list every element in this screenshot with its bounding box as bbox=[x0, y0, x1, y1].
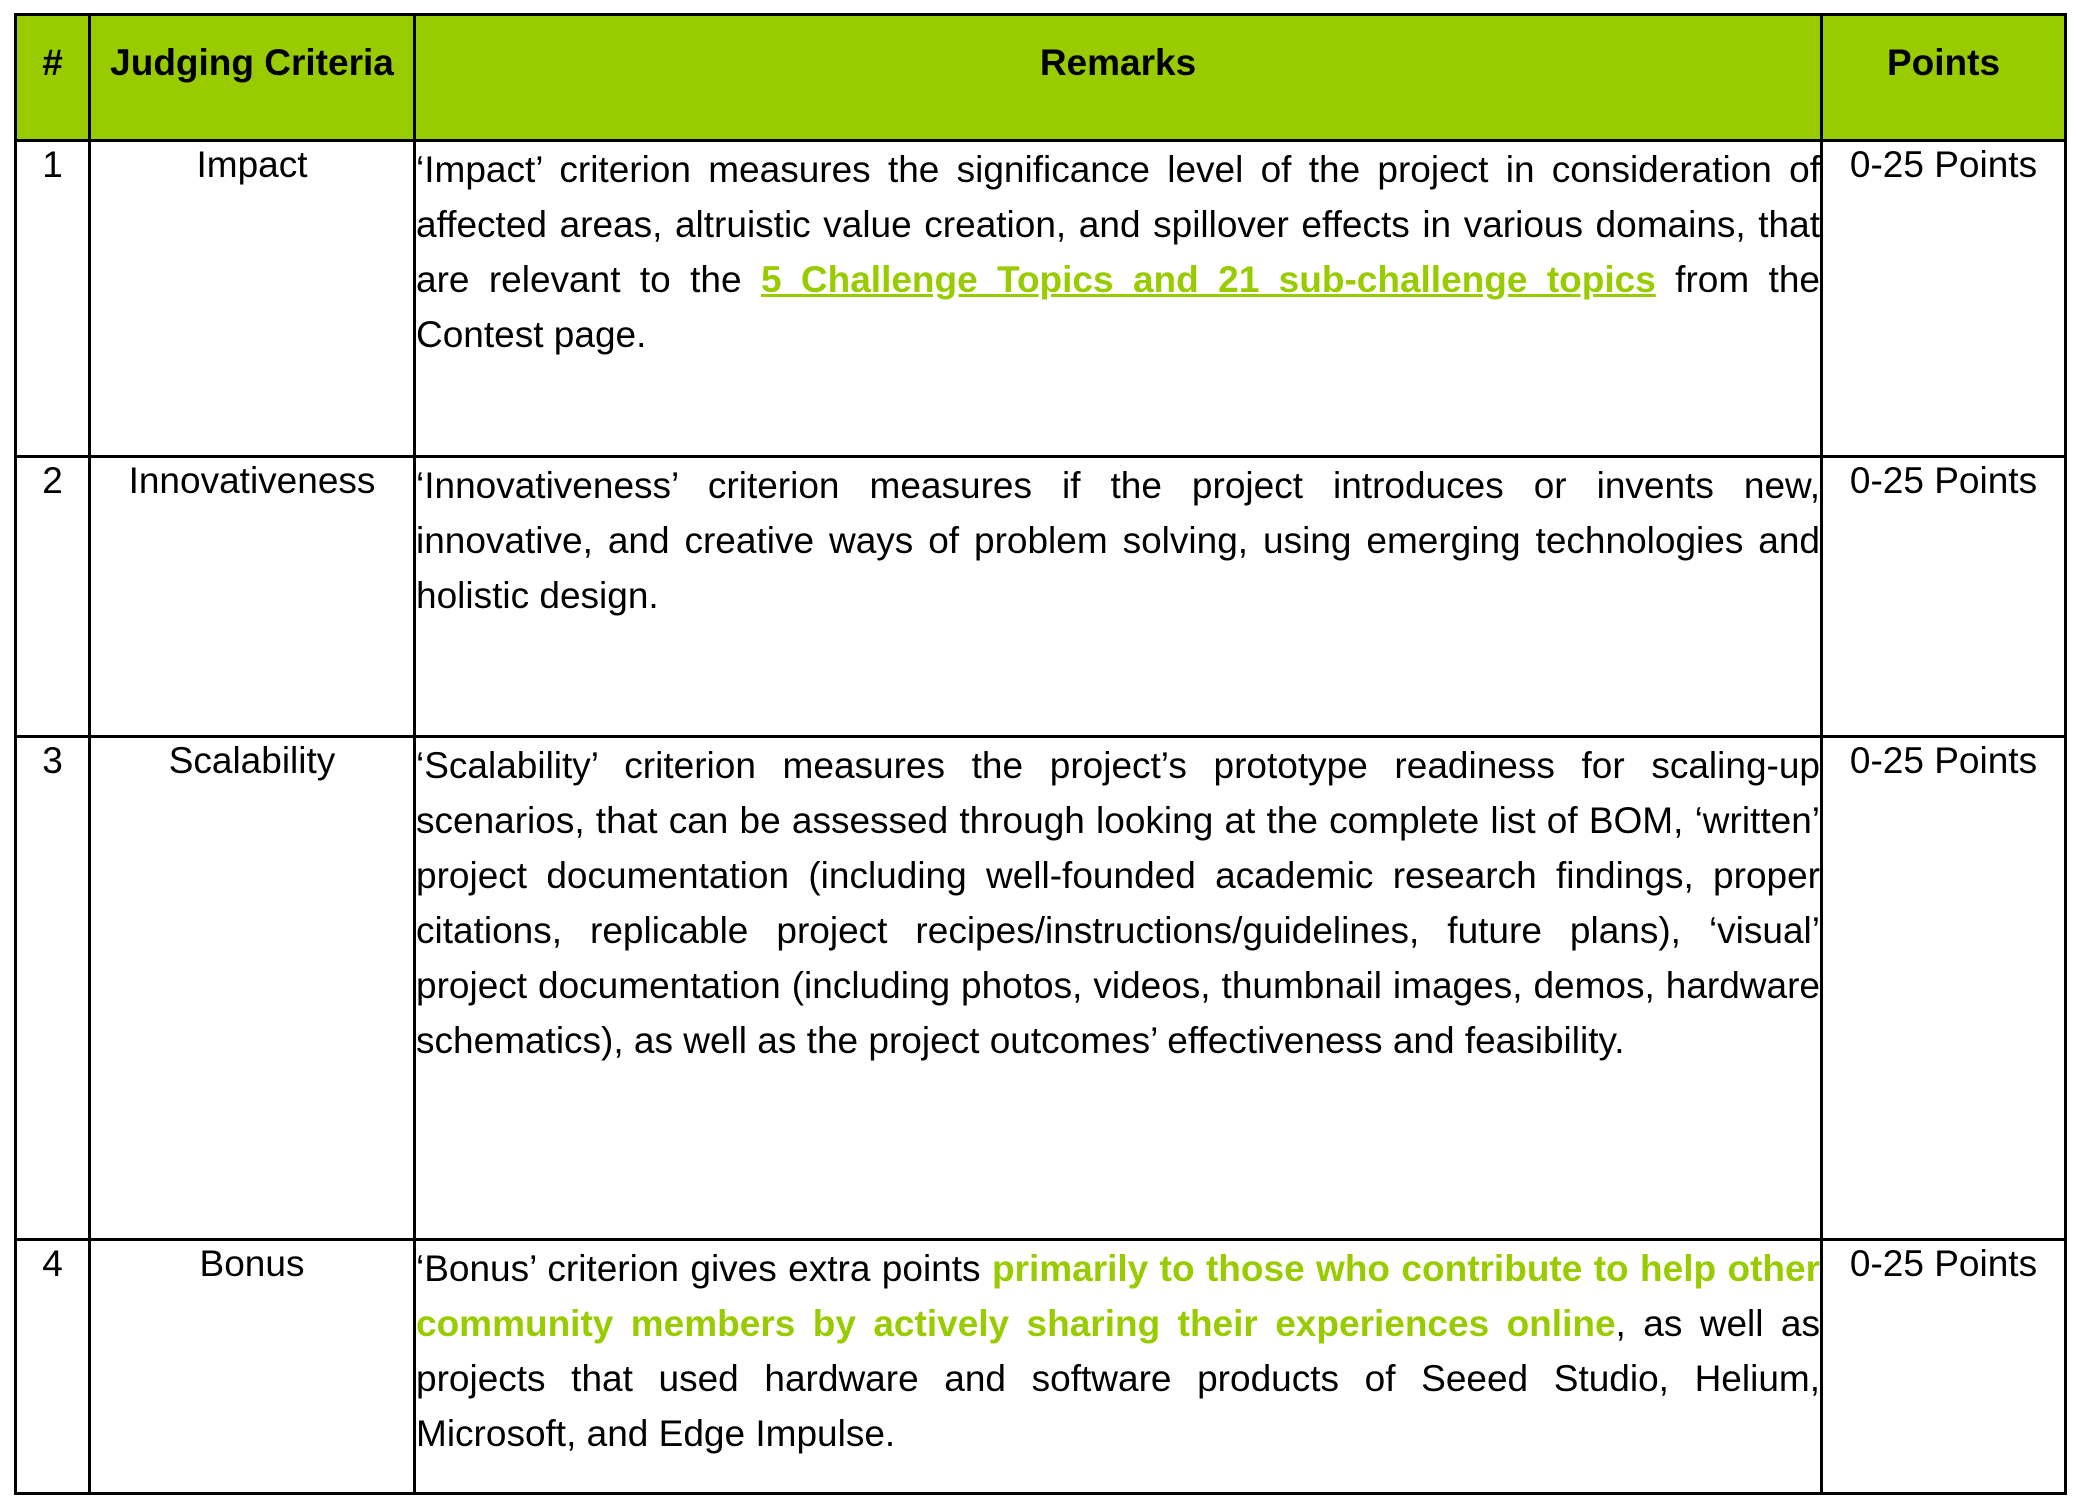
row-number: 2 bbox=[16, 457, 90, 737]
criterion-name: Impact bbox=[90, 141, 415, 457]
criterion-remarks bbox=[415, 1240, 1822, 1494]
criterion-name: Innovativeness bbox=[90, 457, 415, 737]
criterion-name: Bonus bbox=[90, 1240, 415, 1494]
criterion-remarks: ‘Innovativeness’ criterion measures if the project introduces or invents new, innovative, and creative ways of problem solving, using emerging technologies and holistic design. bbox=[415, 457, 1822, 737]
table-row-impact bbox=[16, 141, 2066, 457]
criterion-points: 0-25 Points bbox=[1822, 141, 2066, 457]
header-num: # bbox=[16, 15, 90, 141]
table-row-scalability bbox=[16, 737, 2066, 1240]
row-number: 1 bbox=[16, 141, 90, 457]
table-row-innovativeness bbox=[16, 457, 2066, 737]
row-number: 4 bbox=[16, 1240, 90, 1494]
criterion-points: 0-25 Points bbox=[1822, 737, 2066, 1240]
row-number: 3 bbox=[16, 737, 90, 1240]
criterion-remarks bbox=[415, 141, 1822, 457]
header-points: Points bbox=[1822, 15, 2066, 141]
remarks-text: from the Contest page. bbox=[416, 259, 1820, 355]
remarks-text: ‘Impact’ criterion measures the significance level of the project in consideration of affected areas, altruistic value creation, and spillover effects in various domains, that are relevant to the bbox=[416, 149, 1820, 300]
remarks-text: , as well as projects that used hardware and software products of Seeed Studio, Helium, Microsoft, and Edge Impulse. bbox=[416, 1303, 1820, 1454]
judging-criteria-table bbox=[14, 13, 2067, 1495]
criterion-points: 0-25 Points bbox=[1822, 457, 2066, 737]
criterion-remarks: ‘Scalability’ criterion measures the project’s prototype readiness for scaling-up scenarios, that can be assessed through looking at the complete list of BOM, ‘written’ project documentation (including well-founded academic research findings, proper citations, replicable project recipes/instructions/guidelines, future plans), ‘visual’ project documentation (including photos, videos, thumbnail images, demos, hardware schematics), as well as the project outcomes’ effectiveness and feasibility. bbox=[415, 737, 1822, 1240]
remarks-text: ‘Bonus’ criterion gives extra points bbox=[416, 1248, 992, 1289]
criterion-name: Scalability bbox=[90, 737, 415, 1240]
header-row bbox=[16, 15, 2066, 141]
remarks-highlight: primarily to those who contribute to help other community members by actively sharing their experiences online bbox=[416, 1248, 1820, 1344]
header-judging-criteria: Judging Criteria bbox=[90, 15, 415, 141]
header-remarks: Remarks bbox=[415, 15, 1822, 141]
criterion-points: 0-25 Points bbox=[1822, 1240, 2066, 1494]
table-row-bonus bbox=[16, 1240, 2066, 1494]
challenge-topics-link[interactable]: 5 Challenge Topics and 21 sub-challenge topics bbox=[760, 259, 1656, 300]
